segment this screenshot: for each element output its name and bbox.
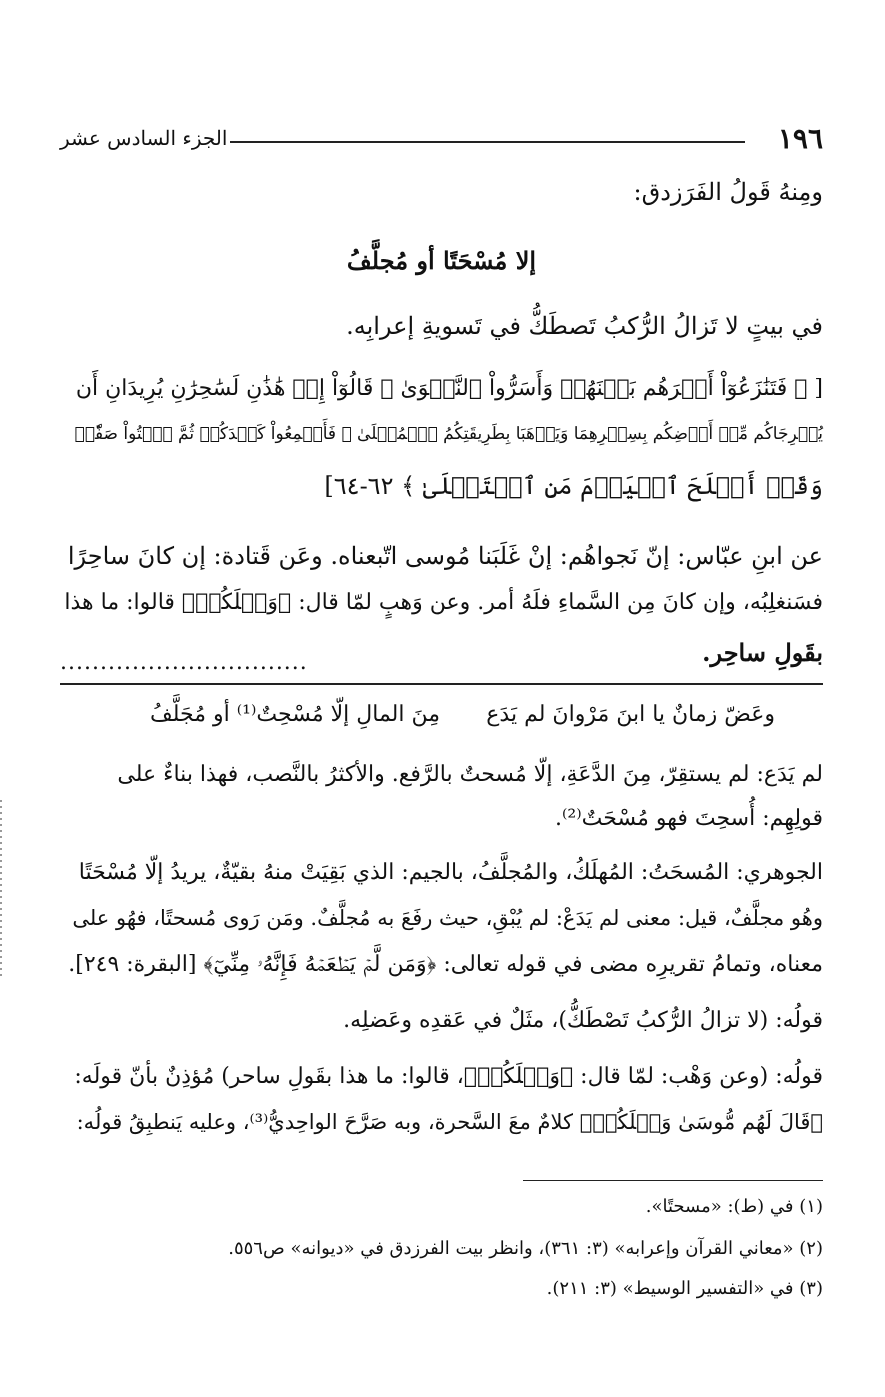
- note-line: قولُه: (لا تزالُ الرُّكبُ تَصْطَكُّ)، مثَلٌ في عَقدِه وعَضلِه.: [343, 1008, 823, 1033]
- poem-comment: في بيتٍ لا تَزالُ الرُّكبُ تَصطَكُّ في تَسويةِ إعرابِه.: [346, 312, 823, 340]
- commentary-line: بقَولِ ساحِر.: [702, 638, 823, 667]
- running-title: الجزء السادس عشر: [60, 126, 228, 150]
- continuation-dots: ...............................: [60, 650, 308, 675]
- poem-fragment: إلا مُسْحَتًا أو مُجلَّفُ: [346, 246, 537, 275]
- note-line: قولِهِم: أُسحِتَ فهو مُسْحَتٌ⁽²⁾.: [555, 806, 823, 831]
- quran-line: [ ﴿ فَتَنَٰزَعُوٓاْ أَمۡرَهُم بَيۡنَهُمۡ وَأَسَرُّواْ ٱلنَّجۡوَىٰ ۞ قَالُوٓاْ إِنۡ هَٰذَٰنِ لَسَٰحِرَٰنِ يُرِيدَانِ أَن: [75, 376, 823, 401]
- footnote: (٢) «معاني القرآن وإعرابه» (٣: ٣٦١)، وانظر بيت الفرزدق في «ديوانه» ص٥٥٦.: [228, 1238, 823, 1259]
- note-line: وهُو مجلَّفٌ، قيل: معنى لم يَدَعْ: لم يُبْقِ، حيث رفَعَ به مُجلَّفٌ. ومَن رَوى مُسحتًا، فهُو على: [72, 906, 823, 930]
- note-line: قولُه: (وعن وَهْب: لمّا قال: ﴿وَيۡلَكُمۡ﴾، قالوا: ما هذا بقَولِ ساحر) مُؤذِنٌ بأنّ قولَه:: [74, 1064, 823, 1089]
- scan-edge-mark: [0, 800, 2, 980]
- header-rule: [230, 141, 745, 143]
- note-line: لم يَدَع: لم يستقِرّ، مِنَ الدَّعَةِ، إلّا مُسحتٌ بالرَّفع. والأكثرُ بالنَّصب، فهذا بناءٌ على: [117, 762, 823, 787]
- commentary-line: عن ابنِ عبّاس: إنّ نَجواهُم: إنْ غَلَبَنا مُوسى اتّبعناه. وعَن قَتادة: إن كانَ ساحِرًا: [67, 542, 823, 570]
- quran-line: يُخۡرِجَاكُم مِّنۡ أَرۡضِكُم بِسِحۡرِهِمَا وَيَذۡهَبَا بِطَرِيقَتِكُمُ ٱلۡمُثۡلَىٰ ۞ فَأَجۡمِعُواْ كَيۡدَكُمۡ ثُمَّ ٱئۡتُواْ صَفّٗاۚ: [74, 424, 823, 444]
- quran-line: وَقَدۡ أَفۡلَحَ ٱلۡيَوۡمَ مَنِ ٱسۡتَعۡلَىٰ ﴾ ٦٢-٦٤]: [324, 472, 823, 500]
- commentary-line: فسَنغلِبُه، وإن كانَ مِن السَّماءِ فلَهُ أمر. وعن وَهبٍ لمّا قال: ﴿وَيۡلَكُمۡ﴾ قالوا: ما هذا: [64, 590, 823, 615]
- verse-right-half: وعَضّ زمانٌ يا ابنَ مَرْوانَ لم يَدَع: [486, 702, 775, 727]
- verse-left-half: مِنَ المالِ إلّا مُسْحِتٌ⁽¹⁾ أو مُجَلَّفُ: [150, 702, 441, 727]
- poem-intro: ومِنهُ قَولُ الفَرَزدق:: [633, 178, 823, 206]
- footnote-rule: [523, 1180, 823, 1181]
- note-line: ﴿قَالَ لَهُم مُّوسَىٰ وَيۡلَكُمۡ﴾ كلامٌ معَ السَّحرة، وبه صَرَّحَ الواحِديُّ⁽³⁾، وعليه يَنطبِقُ قولُه:: [76, 1110, 823, 1134]
- footnote: (١) في (ط): «مسحتًا».: [645, 1196, 823, 1217]
- footnote: (٣) في «التفسير الوسيط» (٣: ٢١١).: [546, 1278, 823, 1299]
- section-separator: [60, 683, 823, 685]
- page-number: ١٩٦: [777, 122, 823, 155]
- note-line: الجوهري: المُسحَتُ: المُهلَكُ، والمُجلَّفُ، بالجيم: الذي بَقِيَتْ منهُ بقيّةٌ، يريدُ إلّا مُسْحَتًا: [78, 860, 823, 885]
- note-line: معناه، وتمامُ تقريرِه مضى في قوله تعالى: ﴿وَمَن لَّمۡ يَطۡعَمۡهُ فَإِنَّهُۥ مِنِّيٓ﴾ [البقرة: ٢٤٩].: [68, 952, 823, 977]
